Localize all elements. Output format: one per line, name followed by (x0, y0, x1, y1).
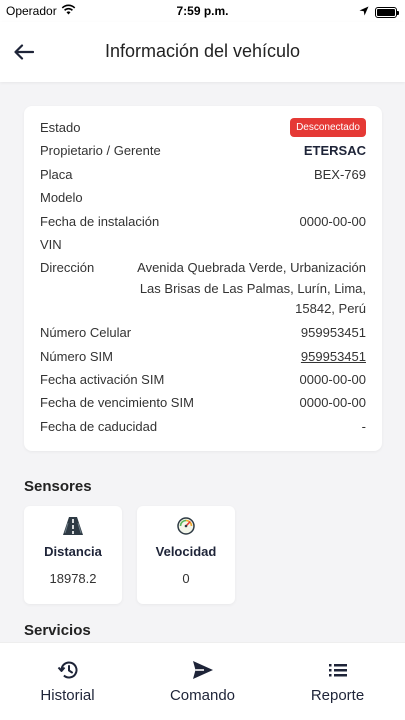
row-estado (40, 118, 366, 138)
send-icon (191, 659, 215, 681)
celular-value: 959953451 (300, 325, 366, 341)
direccion-value: Avenida Quebrada Verde, Urbanización Las Brisas de Las Palmas, Lurín, Lima, 15842, Perú (137, 260, 366, 317)
row-sim (40, 347, 366, 367)
battery-level (377, 9, 395, 16)
status-right (359, 5, 397, 19)
vin-label: VIN (40, 236, 62, 252)
tab-label: Comando (169, 687, 236, 704)
header (0, 22, 405, 82)
tab-reporte[interactable] (270, 643, 405, 720)
row-vin (40, 235, 366, 255)
location-arrow-icon (359, 5, 369, 19)
tab-comando[interactable] (135, 643, 270, 720)
main-content[interactable] (0, 82, 405, 642)
list-icon (326, 659, 350, 681)
carrier-name: Operador (6, 4, 57, 18)
sim-label: Número SIM (40, 348, 113, 364)
row-placa (40, 165, 366, 185)
row-fecha-instalacion (40, 212, 366, 232)
sensor-card-distancia[interactable] (24, 506, 122, 604)
activacion-sim-label: Fecha activación SIM (40, 372, 165, 388)
sensor-card-velocidad[interactable] (137, 506, 235, 604)
propietario-label: Propietario / Gerente (40, 143, 161, 159)
direccion-label: Dirección (40, 260, 95, 276)
sensor-value: 18978.2 (49, 571, 97, 586)
row-caducidad (40, 417, 366, 437)
fecha-instalacion-label: Fecha de instalación (40, 213, 160, 229)
vencimiento-sim-label: Fecha de vencimiento SIM (40, 395, 194, 411)
battery-icon (375, 7, 397, 18)
status-badge: Desconectado (290, 118, 366, 137)
placa-value: BEX-769 (313, 166, 366, 182)
sensors-section-title: Sensores (24, 478, 92, 495)
modelo-label: Modelo (40, 190, 83, 206)
road-icon (63, 516, 83, 536)
services-section-title: Servicios (24, 622, 91, 639)
row-vencimiento-sim (40, 393, 366, 413)
vehicle-info-card (24, 106, 382, 451)
row-celular (40, 323, 366, 343)
page-title: Información del vehículo (104, 41, 301, 61)
fecha-instalacion-value: 0000-00-00 (299, 213, 366, 229)
history-icon (56, 659, 80, 681)
caducidad-label: Fecha de caducidad (40, 418, 158, 434)
tab-label: Historial (40, 687, 95, 704)
sim-number-link[interactable]: 959953451 (300, 348, 366, 364)
celular-label: Número Celular (40, 325, 132, 341)
status-bar (0, 0, 405, 22)
sensor-value: 0 (182, 571, 190, 586)
caducidad-value: - (361, 418, 366, 434)
propietario-value: ETERSAC (303, 143, 366, 159)
vencimiento-sim-value: 0000-00-00 (299, 395, 366, 411)
tab-label: Reporte (310, 687, 365, 704)
sensor-name: Velocidad (155, 544, 217, 559)
row-direccion (40, 258, 366, 320)
tab-historial[interactable] (0, 643, 135, 720)
activacion-sim-value: 0000-00-00 (299, 372, 366, 388)
speedometer-icon (176, 516, 196, 536)
row-propietario (40, 141, 366, 161)
estado-label: Estado (40, 120, 81, 135)
row-modelo (40, 188, 366, 208)
sensor-name: Distancia (44, 544, 102, 559)
status-time: 7:59 p.m. (176, 4, 229, 18)
row-activacion-sim (40, 370, 366, 390)
bottom-tab-bar (0, 642, 405, 720)
placa-label: Placa (40, 166, 73, 182)
